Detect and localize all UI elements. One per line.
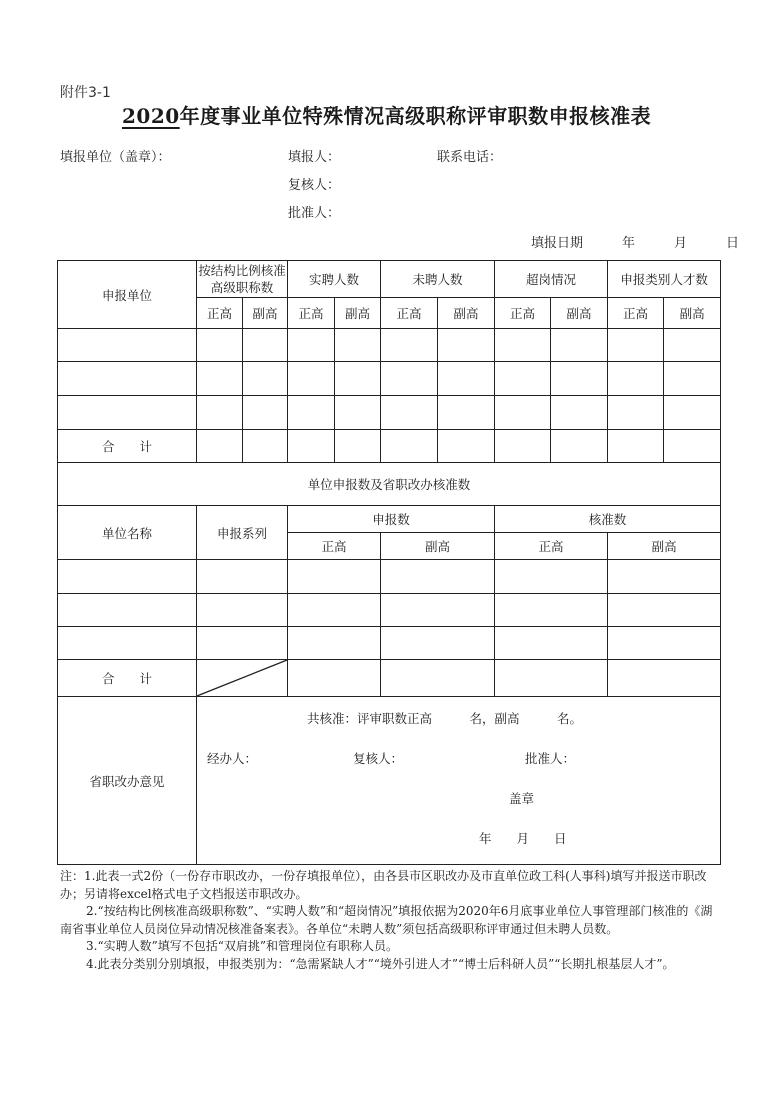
sub-senior: 正高 — [608, 298, 664, 329]
table-row — [58, 362, 721, 396]
col-approved: 核准数 — [495, 506, 721, 533]
col-unemployed: 未聘人数 — [381, 261, 495, 298]
col-declared: 申报数 — [288, 506, 495, 533]
opinion-approver-label: 批准人： — [525, 751, 576, 766]
report-table — [57, 260, 721, 865]
approved-count-line: 共核准：评审职数正高 名，副高 名。 — [307, 711, 583, 726]
table-row — [58, 560, 721, 594]
opinion-area — [197, 697, 720, 864]
col-employed: 实聘人数 — [288, 261, 381, 298]
sub-deputy: 副高 — [381, 533, 495, 560]
sub-senior: 正高 — [495, 298, 551, 329]
total-label: 合 计 — [58, 430, 197, 463]
table-row — [58, 594, 721, 627]
sub-senior: 正高 — [495, 533, 608, 560]
col-over-post: 超岗情况 — [495, 261, 608, 298]
note-3: 3.“实聘人数”填写不包括“双肩挑”和管理岗位有职称人员。 — [86, 939, 398, 953]
notes — [60, 868, 720, 973]
seal-label: 盖章 — [509, 791, 535, 806]
section-title: 单位申报数及省职改办核准数 — [58, 463, 721, 506]
sub-deputy: 副高 — [664, 298, 721, 329]
sub-senior: 正高 — [381, 298, 438, 329]
opinion-date: 年 月 日 — [479, 831, 567, 846]
phone-label: 联系电话： — [437, 150, 503, 165]
sub-deputy: 副高 — [608, 533, 721, 560]
total-row — [58, 660, 721, 697]
attachment-label: 附件3-1 — [60, 85, 111, 101]
col-category-talent: 申报类别人才数 — [608, 261, 721, 298]
col-series: 申报系列 — [197, 506, 288, 560]
total-row — [58, 430, 721, 463]
table-row — [58, 627, 721, 660]
fill-date-label: 填报日期 年 月 日 — [531, 236, 740, 251]
reviewer-label: 复核人： — [288, 178, 341, 193]
table-row — [58, 396, 721, 430]
col-apply-unit: 申报单位 — [58, 261, 197, 329]
handler-label: 经办人： — [207, 751, 258, 766]
note-2: 2.“按结构比例核准高级职称数”、“实聘人数”和“超岗情况”填报依据为2020年6月底事业单位人事管理部门核准的《湖南省事业单位人员岗位异动情况核准备案表》。各单位“未聘人数”须包括高级职称评审通过但未聘人员数。 — [60, 904, 713, 936]
col-quota: 按结构比例核准高级职称数 — [197, 261, 288, 298]
sub-deputy: 副高 — [438, 298, 495, 329]
filler-label: 填报人： — [288, 150, 341, 165]
total-label: 合 计 — [58, 660, 197, 697]
diagonal-line — [197, 660, 287, 696]
opinion-reviewer-label: 复核人： — [353, 751, 404, 766]
opinion-label: 省职改办意见 — [58, 697, 197, 865]
sub-deputy: 副高 — [335, 298, 381, 329]
note-1: 注：1.此表一式2份（一份存市职改办，一份存填报单位），由各县市区职改办及市直单位政工科(人事科)填写并报送市职改办；另请将excel格式电子文档报送市职改办。 — [60, 869, 707, 901]
sub-deputy: 副高 — [243, 298, 288, 329]
approver-label: 批准人： — [288, 206, 341, 221]
note-4: 4.此表分类别分别填报，申报类别为：“急需紧缺人才”“境外引进人才”“博士后科研人员”“长期扎根基层人才”。 — [86, 956, 675, 971]
page-title — [112, 100, 651, 129]
col-unit-name: 单位名称 — [58, 506, 197, 560]
table-row — [58, 329, 721, 362]
sub-senior: 正高 — [197, 298, 243, 329]
sub-senior: 正高 — [288, 298, 335, 329]
sub-deputy: 副高 — [551, 298, 608, 329]
diagonal-slash-cell — [197, 660, 288, 697]
fill-unit-label: 填报单位（盖章）： — [60, 150, 171, 165]
title-year: 2020 — [122, 104, 180, 128]
title-text: 年度事业单位特殊情况高级职称评审职数申报核准表 — [179, 104, 652, 128]
sub-senior: 正高 — [288, 533, 381, 560]
